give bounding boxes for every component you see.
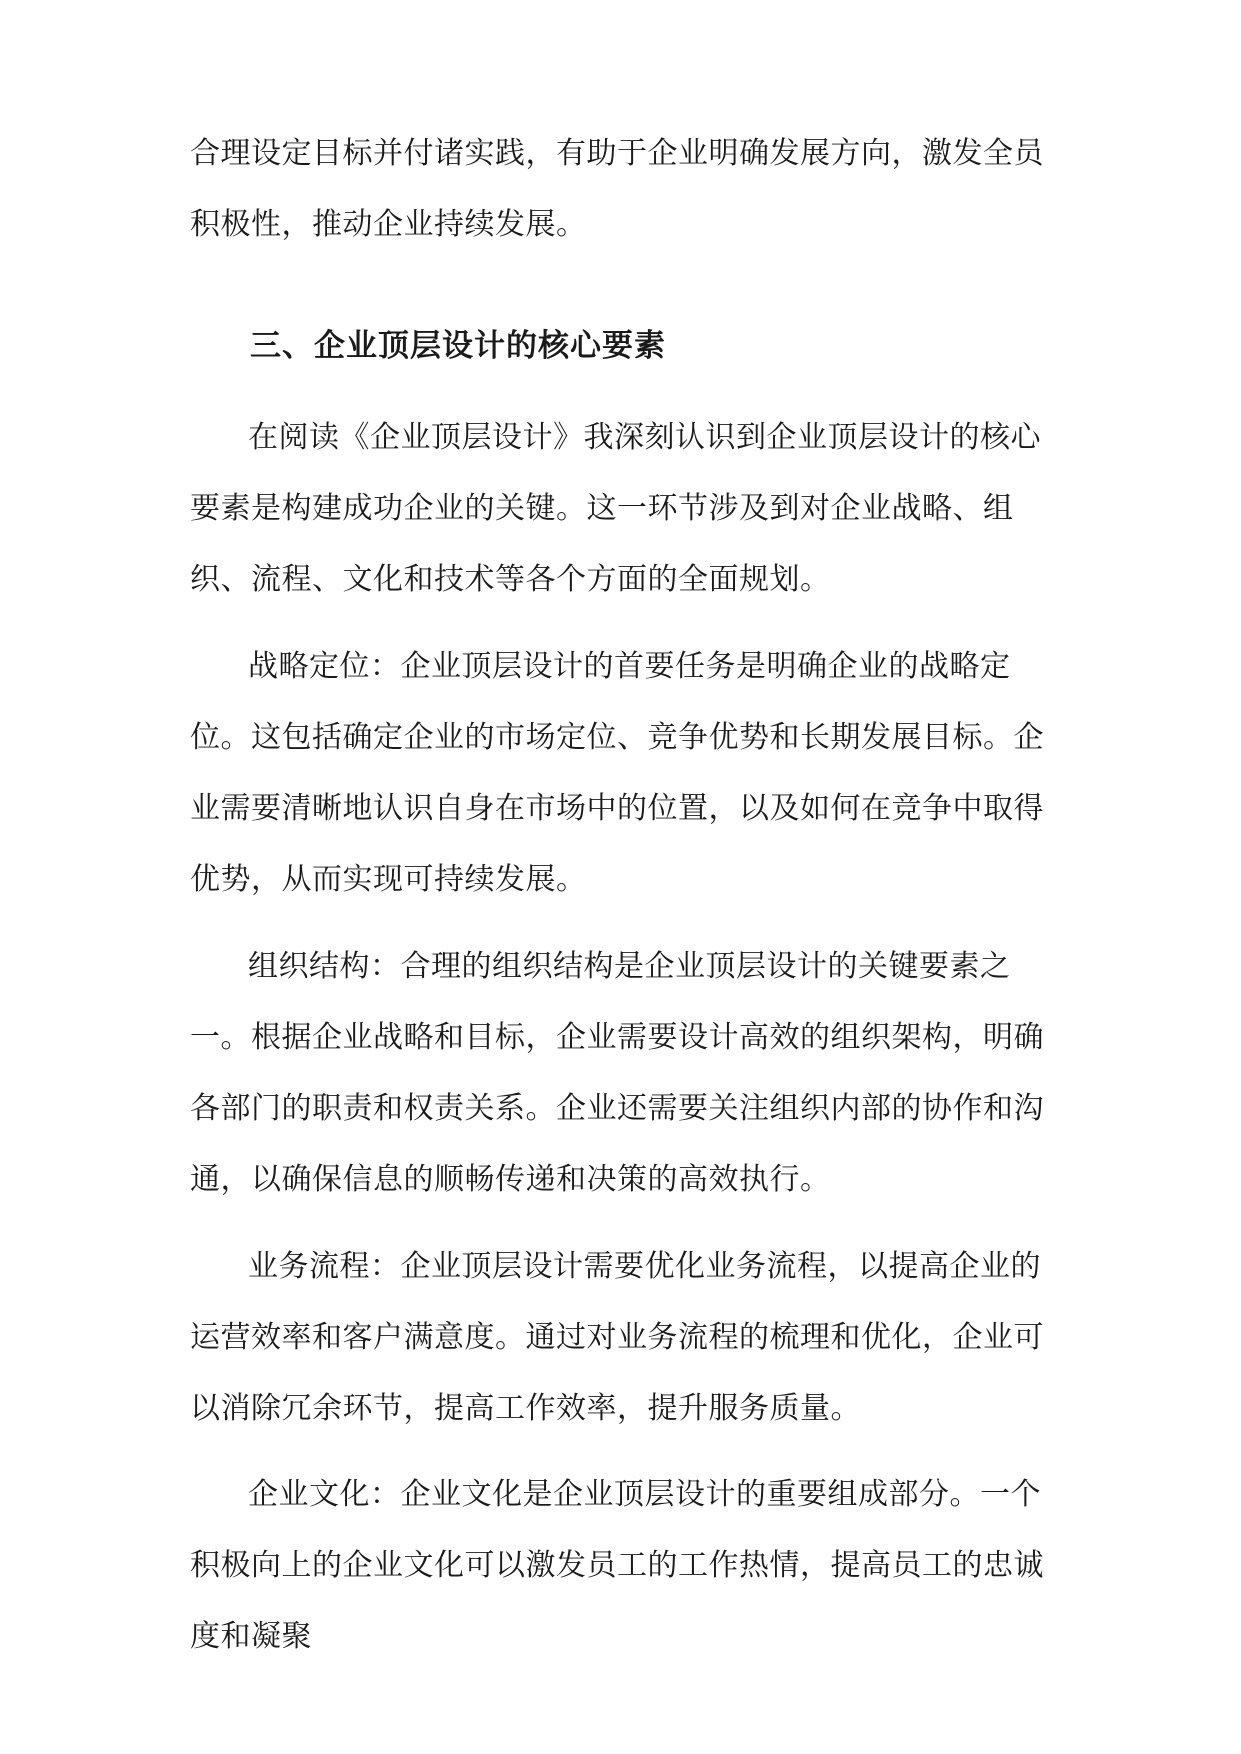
- paragraph-corporate-culture: 企业文化：企业文化是企业顶层设计的重要组成部分。一个积极向上的企业文化可以激发员工的工作热情，提高员工的忠诚度和凝聚: [190, 1477, 1044, 1654]
- paragraph-business-process: 业务流程：企业顶层设计需要优化业务流程，以提高企业的运营效率和客户满意度。通过对业务流程的梳理和优化，企业可以消除冗余环节，提高工作效率，提升服务质量。: [190, 1249, 1044, 1426]
- paragraph-strategic-positioning: 战略定位：企业顶层设计的首要任务是明确企业的战略定位。这包括确定企业的市场定位、竞争优势和长期发展目标。企业需要清晰地认识自身在市场中的位置，以及如何在竞争中取得优势，从而实现可持续发展。: [190, 649, 1044, 897]
- paragraph-core-elements-intro: 在阅读《企业顶层设计》我深刻认识到企业顶层设计的核心要素是构建成功企业的关键。这一环节涉及到对企业战略、组织、流程、文化和技术等各个方面的全面规划。: [190, 420, 1041, 597]
- paragraph-organizational-structure: 组织结构：合理的组织结构是企业顶层设计的关键要素之一。根据企业战略和目标，企业需要设计高效的组织架构，明确各部门的职责和权责关系。企业还需要关注组织内部的协作和沟通，以确保信息的顺畅传递和决策的高效执行。: [190, 949, 1044, 1197]
- paragraph-intro-continuation: 合理设定目标并付诸实践，有助于企业明确发展方向，激发全员积极性，推动企业持续发展。: [190, 136, 1044, 242]
- section-heading: 三、企业顶层设计的核心要素: [250, 328, 666, 364]
